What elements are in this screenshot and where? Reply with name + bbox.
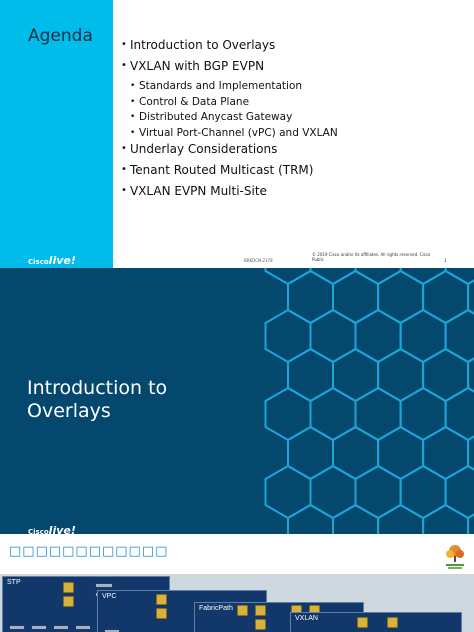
agenda-item: • Underlay Considerations [121, 142, 466, 156]
agenda-item: • Tenant Routed Multicast (TRM) [121, 163, 466, 177]
hexagon-shape [401, 388, 446, 440]
hexagon-shape [311, 466, 356, 518]
router-icon [387, 617, 398, 628]
router-icon [237, 605, 248, 616]
router-icon [63, 582, 74, 593]
hexagon-shape [423, 349, 468, 401]
section-title-line1: Introduction to [27, 377, 168, 399]
hexagon-shape [378, 505, 423, 534]
tree-logo-icon [442, 542, 468, 572]
switch-icon [95, 583, 113, 588]
panel-vxlan-label: VXLAN [295, 615, 318, 622]
hexagon-shape [378, 271, 423, 323]
hexagon-shape [446, 268, 474, 284]
agenda-subitem: • Control & Data Plane [121, 96, 466, 109]
topology-canvas [0, 574, 474, 632]
cisco-live-logo: Ciscolive! [28, 524, 76, 534]
hexagon-shape [423, 271, 468, 323]
session-id: BRKDCN-2378 [244, 258, 273, 263]
hexagon-shape [446, 466, 474, 518]
agenda-item: • Introduction to Overlays [121, 38, 466, 52]
agenda-title: Agenda [28, 26, 93, 46]
hexagon-shape [333, 505, 378, 534]
agenda-sidebar [0, 0, 113, 268]
hexagon-shape [266, 466, 311, 518]
hexagon-shape [468, 427, 474, 479]
panel-fabricpath-label: FabricPath [199, 605, 233, 612]
agenda-item: • VXLAN EVPN Multi-Site [121, 184, 466, 198]
switch-icon [75, 625, 91, 630]
hexagon-shape [401, 310, 446, 362]
hexagon-shape [423, 427, 468, 479]
panel-stp-label: STP [7, 579, 21, 586]
hexagon-shape [446, 310, 474, 362]
router-icon [255, 605, 266, 616]
hexagon-shape [356, 466, 401, 518]
router-icon [63, 596, 74, 607]
hexagon-shape [468, 349, 474, 401]
agenda-subitem: • Standards and Implementation [121, 80, 466, 93]
hexagon-shape [423, 505, 468, 534]
topology-title: □□□□□□□□□□□□ [9, 544, 169, 559]
hexagon-shape [356, 310, 401, 362]
panel-vxlan [290, 612, 462, 632]
hexagon-shape [288, 505, 333, 534]
router-icon [156, 608, 167, 619]
agenda-item: • VXLAN with BGP EVPN [121, 59, 466, 73]
hexagon-shape [288, 271, 333, 323]
panel-vpc-label: VPC [102, 593, 117, 600]
hexagon-shape [311, 388, 356, 440]
hexagon-shape [288, 427, 333, 479]
router-icon [156, 594, 167, 605]
agenda-slide [0, 0, 474, 268]
hexagon-shape [356, 388, 401, 440]
switch-icon [9, 625, 25, 630]
agenda-subitem: • Virtual Port-Channel (vPC) and VXLAN [121, 127, 466, 140]
router-icon [255, 619, 266, 630]
copyright-notice: © 2019 Cisco and/or its affiliates. All rights reserved. Cisco Public [312, 252, 431, 262]
hexagon-shape [333, 427, 378, 479]
hexagon-shape [468, 505, 474, 534]
section-slide [0, 268, 474, 534]
hexagon-shape [333, 349, 378, 401]
hexagon-shape [266, 388, 311, 440]
hexagon-shape [446, 388, 474, 440]
router-icon [357, 617, 368, 628]
hexagon-shape [468, 271, 474, 323]
hexagon-shape [401, 466, 446, 518]
hexagon-shape [378, 427, 423, 479]
page-number: 1 [444, 258, 447, 263]
agenda-subitem: • Distributed Anycast Gateway [121, 111, 466, 124]
switch-icon [53, 625, 69, 630]
hexagon-shape [266, 310, 311, 362]
cisco-live-logo: Ciscolive! [28, 254, 76, 267]
hexagon-shape [333, 271, 378, 323]
topology-header [0, 534, 474, 574]
agenda-list [121, 38, 466, 205]
hexagon-shape [311, 310, 356, 362]
hexagon-shape [288, 349, 333, 401]
switch-icon [31, 625, 47, 630]
section-title-line2: Overlays [27, 400, 111, 422]
section-title [27, 377, 257, 423]
hexagon-shape [378, 349, 423, 401]
topology-slide [0, 534, 474, 632]
